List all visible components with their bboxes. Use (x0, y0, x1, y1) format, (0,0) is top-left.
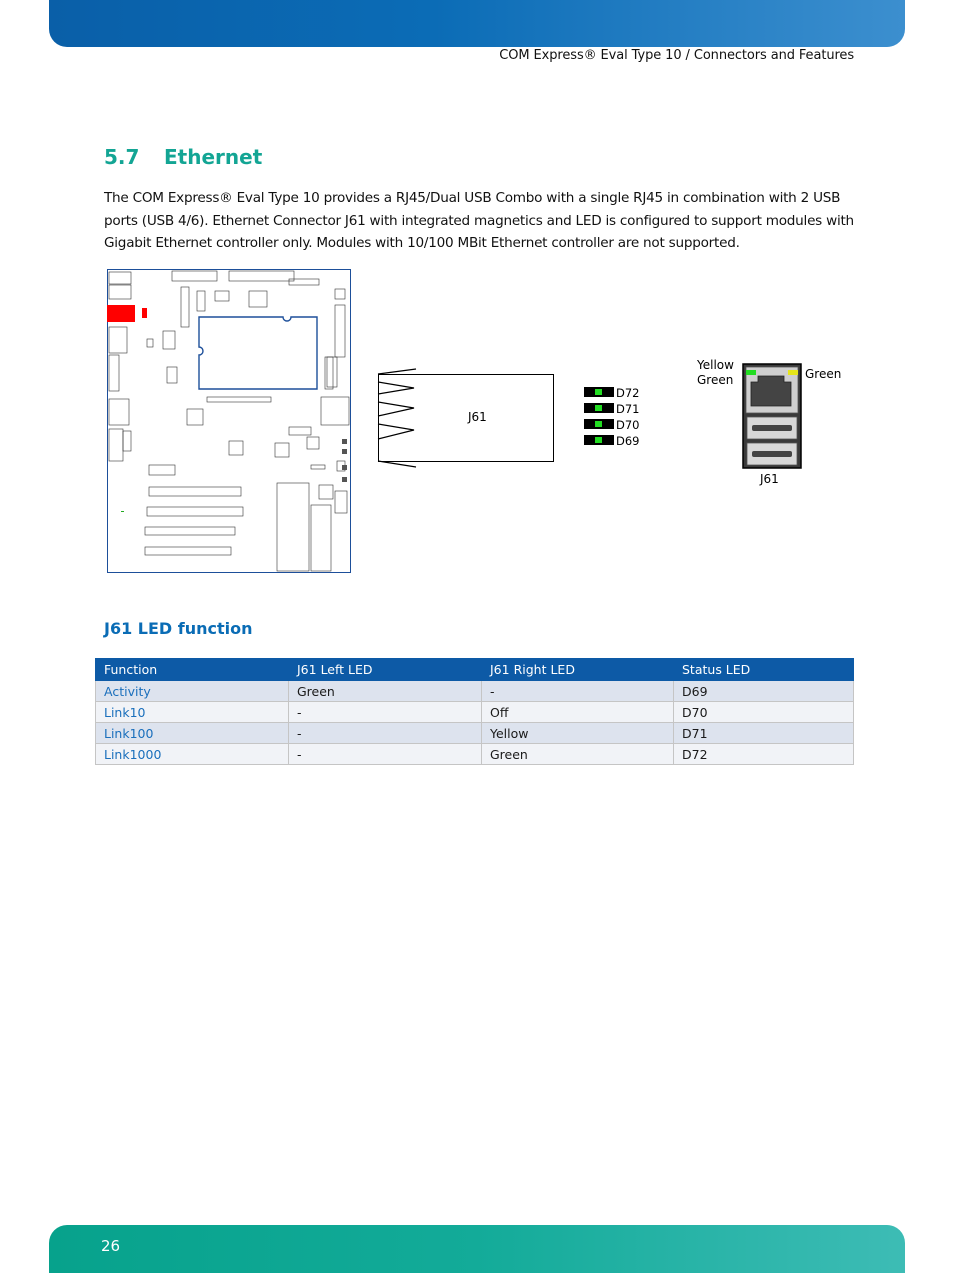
table-cell: Off (482, 702, 674, 723)
table-cell: - (289, 702, 482, 723)
table-cell: - (289, 723, 482, 744)
table-cell: Yellow (482, 723, 674, 744)
footer-bar (49, 1225, 905, 1273)
rj45-connector-label: J61 (760, 472, 779, 486)
table-cell: Link1000 (96, 744, 289, 765)
intro-paragraph: The COM Express® Eval Type 10 provides a RJ45/Dual USB Combo with a single RJ45 in combination with 2 USB ports (USB 4/6). Ethernet Connector J61 with integrated magnetics and LED is configured to support modules with Gigabit Ethernet controller only. Modules with 10/100 MBit Ethernet controller are not supported. (104, 190, 854, 251)
j61-sketch-label: J61 (468, 410, 487, 424)
column-header: J61 Left LED (289, 659, 482, 681)
table-row (96, 681, 854, 702)
table-cell: D72 (674, 744, 854, 765)
table-cell: Green (482, 744, 674, 765)
table-cell: Link100 (96, 723, 289, 744)
left-led-label-yellow: Yellow (697, 358, 734, 372)
column-header: J61 Right LED (482, 659, 674, 681)
table-cell: Activity (96, 681, 289, 702)
table-cell: Green (289, 681, 482, 702)
table-cell: - (289, 744, 482, 765)
rj45-usb-combo-drawing (694, 354, 854, 488)
status-led-d71 (584, 402, 640, 416)
table-cell: D69 (674, 681, 854, 702)
status-led-d70 (584, 418, 640, 432)
right-led-label-green: Green (805, 367, 842, 381)
status-led-d69 (584, 434, 640, 448)
status-led-d72 (584, 386, 640, 400)
column-header: Status LED (674, 659, 854, 681)
section-number: 5.7 (104, 145, 140, 169)
table-cell: Link10 (96, 702, 289, 723)
header-bar (49, 0, 905, 47)
table-cell: - (482, 681, 674, 702)
board-layout-diagram (107, 269, 351, 573)
table-row (96, 744, 854, 765)
led-function-table (95, 658, 854, 765)
status-led-indicators (582, 384, 652, 450)
table-cell: D70 (674, 702, 854, 723)
right-led (788, 370, 798, 375)
running-header: COM Express® Eval Type 10 / Connectors and Features (499, 48, 854, 63)
table-header-row (96, 659, 854, 681)
page-number: 26 (101, 1237, 121, 1255)
table-row (96, 702, 854, 723)
j61-highlight (107, 305, 135, 322)
status-led-label: D69 (616, 434, 640, 448)
section-title (104, 145, 262, 169)
j61-connector-sketch (376, 366, 558, 470)
subsection-title: J61 LED function (104, 619, 253, 638)
left-led (746, 370, 756, 375)
status-led-label: D70 (616, 418, 640, 432)
table-cell: D71 (674, 723, 854, 744)
left-led-label-green: Green (697, 373, 734, 387)
status-led-label: D72 (616, 386, 640, 400)
section-title-text: Ethernet (164, 145, 263, 169)
table-row (96, 723, 854, 744)
column-header: Function (96, 659, 289, 681)
status-led-label: D71 (616, 402, 640, 416)
